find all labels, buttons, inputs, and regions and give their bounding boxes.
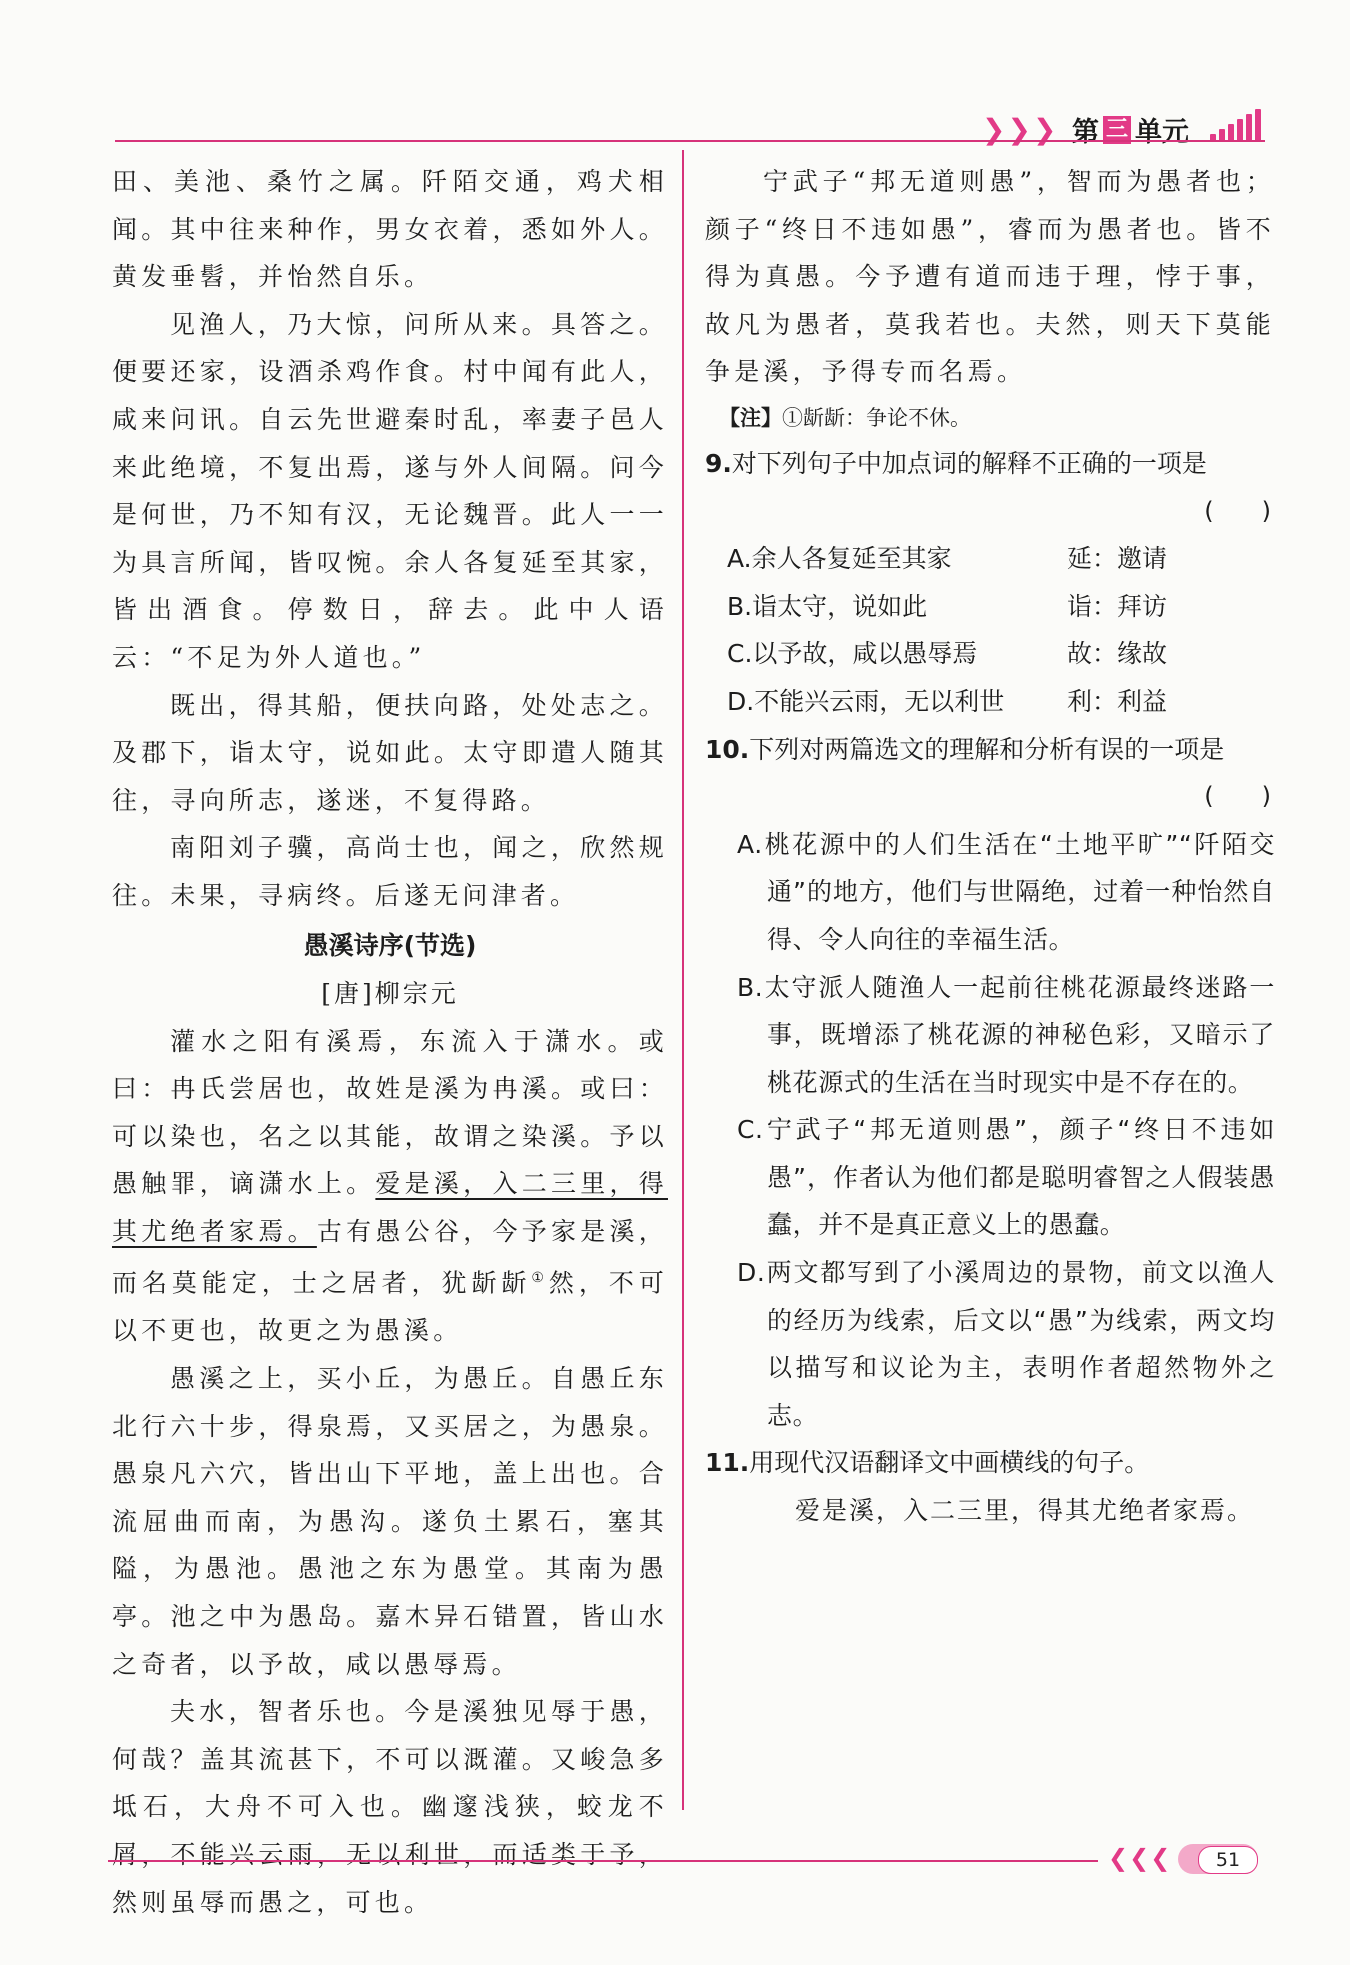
translation-sentence: 爱是溪，入二三里，得其尤绝者家焉。 [795,1496,1255,1526]
author-line: [唐]柳宗元 [321,978,459,1008]
para-text: 灌水之阳有溪焉，东流入于潇水。或曰：冉氏尝居也，故姓是溪为冉溪。或曰：可以染也，名之以其能，故谓之染溪。予以愚触罪，谪潇水上。 [112,1026,668,1199]
question-text: 对下列句子中加点词的解释不正确的一项是 [731,448,1207,478]
option-meaning: 利：利益 [1067,686,1168,716]
paragraph: 见渔人，乃大惊，问所从来。具答之。便要还家，设酒杀鸡作食。村中闻有此人，咸来问讯。自云先世避秦时乱，率妻子邑人来此绝境，不复出焉，遂与外人间隔。问今是何世，乃不知有汉，无论魏晋。此人一一为具言所闻，皆叹惋。余人各复延至其家，皆出酒食。停数日，辞去。此中人语云：“不足为外人道也。” [112,309,668,672]
header-rule [115,140,1265,142]
option-sentence: C.以予故，咸以愚辱焉 [727,639,978,669]
question-11 [705,1439,1275,1487]
header-arrows-icon: ❯ ❯ ❯ [982,113,1057,146]
para-text: 然，不可以不更也，故更之为愚溪。 [112,1268,668,1346]
question-number: 9. [705,448,732,478]
paragraph: 田、美池、桑竹之属。阡陌交通，鸡犬相闻。其中往来种作，男女衣着，悉如外人。黄发垂髫，并怡然自乐。 [112,167,668,292]
unit-suffix: 单元 [1135,117,1189,148]
question-9 [705,440,1275,488]
paragraph: 愚溪之上，买小丘，为愚丘。自愚丘东北行六十步，得泉焉，又买居之，为愚泉。愚泉凡六穴，皆出山下平地，盖上出也。合流屈曲而南，为愚沟。遂负土累石，塞其隘，为愚池。愚池之东为愚堂。其南为愚亭。池之中为愚岛。嘉木异石错置，皆山水之奇者，以予故，咸以愚辱焉。 [112,1363,668,1679]
section-title: 愚溪诗序(节选) [303,930,477,960]
footnote [719,396,1275,440]
paragraph: 夫水，智者乐也。今是溪独见辱于愚，何哉？盖其流甚下，不可以溉灌。又峻急多坻石，大舟不可入也。幽邃浅狭，蛟龙不屑，不能兴云雨，无以利世，而适类于予，然则虽辱而愚之，可也。 [112,1697,668,1917]
unit-prefix: 第 [1072,117,1099,148]
option-meaning: 诣：拜访 [1067,591,1168,621]
page-header [0,0,1350,150]
option-row [705,535,1275,583]
option-d: D.两文都写到了小溪周边的景物，前文以渔人的经历为线索，后文以“愚”为线索，两文均以描写和议论为主，表明作者超然物外之志。 [737,1258,1275,1430]
signal-bars-icon [1210,108,1266,142]
option-row [705,583,1275,631]
footer-rule [108,1860,1098,1862]
unit-label [1072,110,1189,149]
underlined-sentence: 爱是溪，入二三里，得其尤绝者家焉。 [112,1169,668,1246]
unit-number: 三 [1103,116,1131,144]
option-c: C.宁武子“邦无道则愚”，颜子“终日不违如愚”，作者认为他们都是聪明睿智之人假装愚蠢，并不是真正意义上的愚蠢。 [737,1115,1275,1240]
question-number: 11. [705,1448,750,1478]
option-sentence: B.诣太守，说如此 [727,591,928,621]
note-text: ①龂龂：争论不休。 [782,405,971,430]
paragraph: 宁武子“邦无道则愚”，智而为愚者也；颜子“终日不违如愚”，睿而为愚者也。皆不得为真愚。今予遭有道而违于理，悖于事，故凡为愚者，莫我若也。夫然，则天下莫能争是溪，予得专而名焉。 [705,167,1275,387]
column-divider [682,150,684,1810]
footer-arrows-icon: ❮ ❮ ❮ [1108,1844,1171,1872]
option-meaning: 延：邀请 [1067,544,1168,574]
option-row [705,678,1275,726]
page-number: 51 [1198,1846,1258,1874]
left-column [112,158,668,1926]
para-text: 古有愚公谷，今予家是溪，而名莫能定，士之居者，犹龂龂 [112,1216,669,1298]
question-text: 用现代汉语翻译文中画横线的句子。 [749,1448,1150,1478]
option-b: B.太守派人随渔人一起前往桃花源最终迷路一事，既增添了桃花源的神秘色彩，又暗示了桃花源式的生活在当时现实中是不存在的。 [737,972,1275,1097]
right-column [705,158,1275,1535]
paragraph: 既出，得其船，便扶向路，处处志之。及郡下，诣太守，说如此。太守即遣人随其往，寻向所志，遂迷，不复得路。 [112,690,668,815]
option-row [705,630,1275,678]
option-sentence: D.不能兴云雨，无以利世 [727,686,1005,716]
footnote-marker: ① [531,1270,549,1287]
paragraph [112,1018,668,1355]
question-text: 下列对两篇选文的理解和分析有误的一项是 [749,734,1225,764]
option-a: A.桃花源中的人们生活在“土地平旷”“阡陌交通”的地方，他们与世隔绝，过着一种怡然自得、令人向往的幸福生活。 [737,829,1275,954]
option-sentence: A.余人各复延至其家 [727,544,952,574]
answer-blank: ( ) [1204,782,1271,811]
question-10 [705,726,1275,774]
note-label: 【注】 [719,405,782,430]
option-meaning: 故：缘故 [1067,639,1168,669]
paragraph: 南阳刘子骥，高尚士也，闻之，欣然规往。未果，寻病终。后遂无问津者。 [112,833,668,910]
question-number: 10. [705,734,750,764]
answer-blank: ( ) [1204,496,1271,525]
